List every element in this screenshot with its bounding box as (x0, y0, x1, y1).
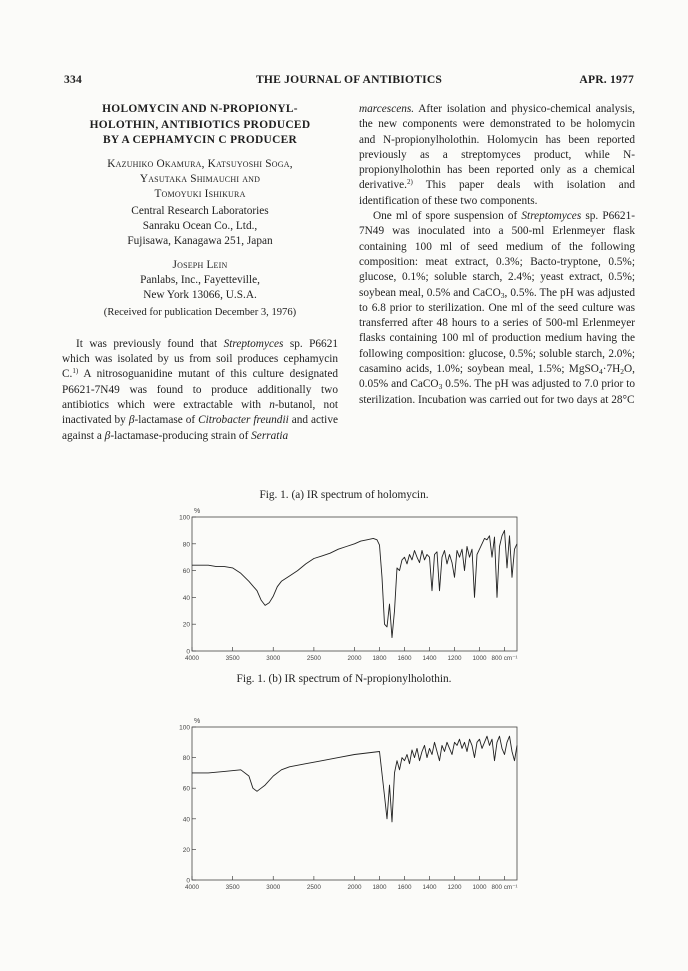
title-line: HOLOMYCIN AND N-PROPIONYL- (102, 103, 298, 115)
left-column (62, 102, 338, 444)
plot-frame (192, 727, 517, 880)
affiliation-line: Panlabs, Inc., Fayetteville, (140, 273, 260, 286)
x-tick-label: 1800 (372, 655, 387, 662)
x-tick-label: 3000 (266, 655, 281, 662)
x-tick-label: 2000 (347, 884, 362, 891)
x-tick-label: 2500 (306, 655, 321, 662)
x-tick-label: 2500 (306, 884, 321, 891)
paragraph-intro: It was previously found that Streptomyces sp. P6621 which was isolated by us from soil produces cephamycin C.$^{1)}$ A nitrosoguanidine mutant of this culture designated P6621-7N49 was found to produce additionally two antibiotics which were extractable with n-butanol, not inactivated by β-lactamase of Citrobacter freundii and active against a β-lactamase-producing strain of Serratia (62, 337, 339, 442)
right-column (359, 102, 635, 408)
x-tick-label: 3000 (266, 884, 281, 891)
x-tick-label: 1800 (372, 884, 387, 891)
author-line: Yasutaka Shimauchi and (139, 173, 261, 186)
received-date: (Received for publication December 3, 1976) (103, 307, 297, 319)
page-number: 334 (64, 73, 82, 86)
x-tick-label: 1600 (397, 655, 412, 662)
y-tick-label: 60 (182, 785, 190, 793)
y-tick-label: 100 (179, 724, 190, 732)
x-tick-label: 1200 (447, 655, 462, 662)
y-tick-label: 0 (186, 877, 190, 885)
paragraph-methods: One ml of spore suspension of Streptomyces sp. P6621-7N49 was inoculated into a 500-ml Erlenmeyer flask containing 100 ml of seed medium of the following composition: meat extract, 0.3%; Bacto-tryptone, 0.5%; glucose, 0.1%; soluble starch, 2.4%; yeast extract, 0.5%; soybean meal, 0.5% and CaCO$_3$, 0.5%. The pH was adjusted to 6.8 prior to sterilization. One ml of the seed culture was transferred after 48 hours to a series of 500-ml Erlenmeyer flasks containing 100 ml of production medium having the following composition: glucose, 0.5%; soluble starch, 2.0%; casamino acids, 1.0%; soybean meal, 1.5%; $MgSO_4\cdot 7H_2O$, 0.05% and CaCO$_3$ 0.5%. The pH was adjusted to 7.0 prior to sterilization. Incubation was carried out for two days at 28°C (359, 210, 635, 406)
figure-caption-b: Fig. 1. (b) IR spectrum of N-propionylholothin. (236, 673, 452, 685)
author-line: Tomoyuki Ishikura (154, 188, 246, 201)
title-line: HOLOTHIN, ANTIBIOTICS PRODUCED (89, 118, 311, 131)
affiliation (62, 204, 338, 250)
y-axis-unit: % (194, 718, 201, 725)
x-tick-label: 4000 (184, 655, 200, 662)
plot-frame (192, 517, 517, 651)
article-title (62, 102, 338, 149)
y-tick-label: 60 (182, 568, 190, 576)
x-tick-label: 1400 (422, 884, 437, 891)
ir-spectrum-chart-a (160, 505, 530, 667)
ir-spectrum-chart-b (160, 711, 530, 896)
paragraph-intro-continued: marcescens. After isolation and physico-chemical analysis, the new components were demonstrated to be holomycin and N-propionylholothin. Holomycin has been reported previously as a streptomyces product, while N-propionylholothin has been reported only as a chemical derivative.$^{2)}$ This paper deals with isolation and identification of these two components. (359, 103, 635, 207)
x-tick-label: 1000 (472, 884, 487, 891)
second-author: Joseph Lein (172, 258, 228, 271)
x-tick-label: 2000 (347, 655, 362, 662)
x-tick-label: 800 cm⁻¹ (491, 655, 518, 662)
issue-date: APR. 1977 (579, 73, 634, 86)
x-tick-label: 3500 (225, 655, 240, 662)
author-line: Kazuhiko Okamura, Katsuyoshi Soga, (107, 157, 293, 170)
spectrum-line (192, 736, 517, 822)
x-tick-label: 1200 (447, 884, 462, 891)
x-tick-label: 4000 (184, 884, 200, 891)
x-tick-label: 1000 (472, 655, 487, 662)
author-list (62, 157, 338, 203)
y-tick-label: 20 (182, 621, 190, 629)
y-axis-unit: % (194, 508, 201, 515)
y-tick-label: 0 (186, 648, 190, 656)
affiliation-line: New York 13066, U.S.A. (143, 289, 257, 302)
x-tick-label: 1600 (397, 884, 412, 891)
title-line: BY A CEPHAMYCIN C PRODUCER (102, 134, 298, 147)
x-tick-label: 800 cm⁻¹ (491, 884, 518, 891)
y-tick-label: 80 (182, 541, 190, 549)
running-header (64, 73, 634, 89)
x-tick-label: 3500 (225, 884, 240, 891)
affiliation-line: Central Research Laboratories (131, 204, 269, 217)
y-tick-label: 100 (179, 514, 190, 522)
second-affiliation (62, 273, 338, 304)
x-tick-label: 1400 (422, 655, 437, 662)
affiliation-line: Sanraku Ocean Co., Ltd., (142, 219, 258, 232)
y-tick-label: 20 (182, 846, 190, 854)
figure-caption-a: Fig. 1. (a) IR spectrum of holomycin. (259, 489, 429, 501)
y-tick-label: 40 (182, 816, 190, 824)
y-tick-label: 40 (182, 594, 190, 602)
affiliation-line: Fujisawa, Kanagawa 251, Japan (127, 235, 273, 248)
y-tick-label: 80 (182, 755, 190, 763)
journal-title: THE JOURNAL OF ANTIBIOTICS (255, 73, 443, 86)
spectrum-line (192, 530, 517, 637)
